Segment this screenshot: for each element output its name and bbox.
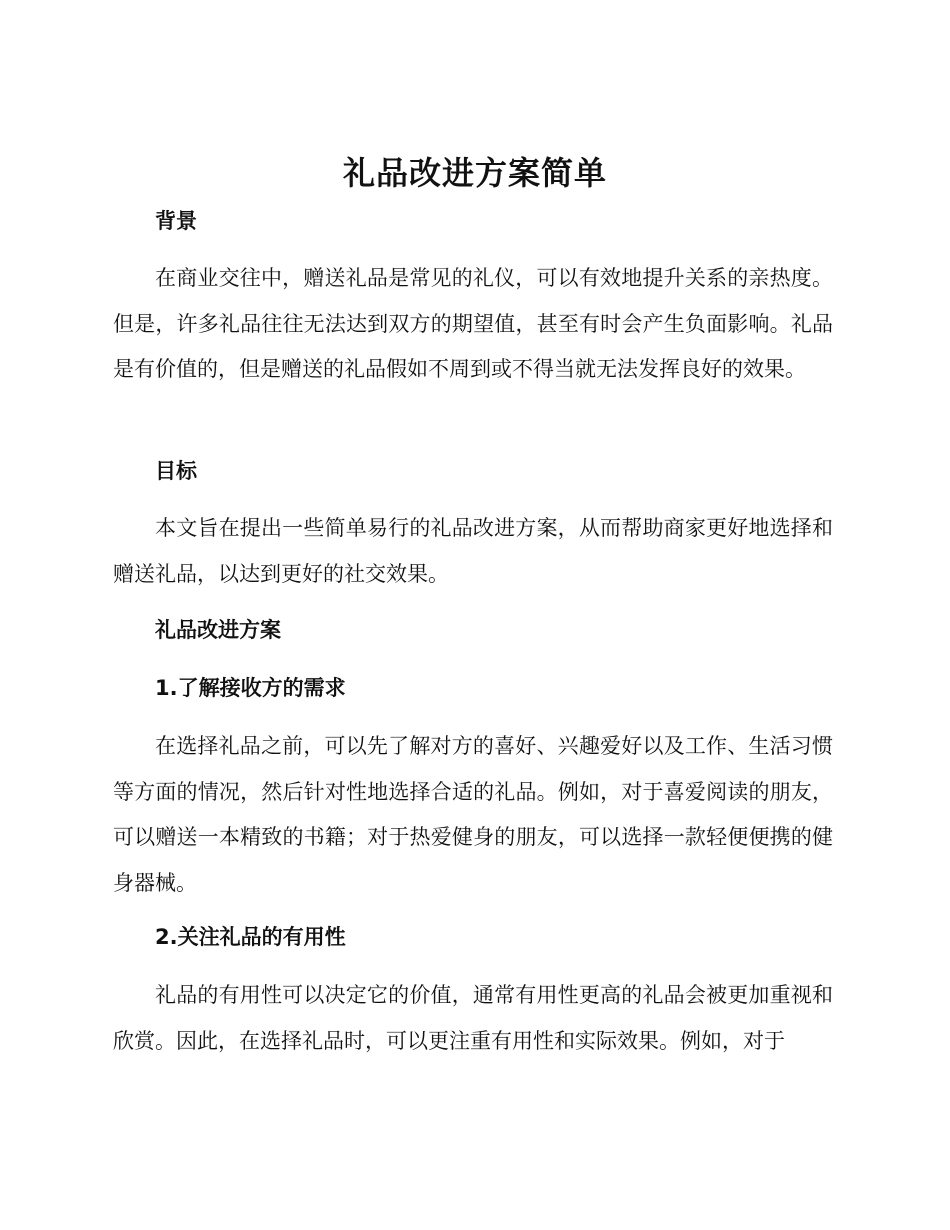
paragraph-step2: 礼品的有用性可以决定它的价值，通常有用性更高的礼品会被更加重视和欣赏。因此，在选择礼品时，可以更注重有用性和实际效果。例如，对于 <box>113 983 833 1053</box>
section-heading-goal: 目标 <box>155 459 197 483</box>
section-heading-plan: 礼品改进方案 <box>155 618 281 642</box>
document-title: 礼品改进方案简单 <box>342 154 607 192</box>
paragraph-goal: 本文旨在提出一些简单易行的礼品改进方案，从而帮助商家更好地选择和赠送礼品，以达到更好的社交效果。 <box>113 516 833 586</box>
paragraph-background: 在商业交往中，赠送礼品是常见的礼仪，可以有效地提升关系的亲热度。但是，许多礼品往往无法达到双方的期望值，甚至有时会产生负面影响。礼品是有价值的，但是赠送的礼品假如不周到或不得当就无法发挥良好的效果。 <box>113 266 833 381</box>
paragraph-step1: 在选择礼品之前，可以先了解对方的喜好、兴趣爱好以及工作、生活习惯等方面的情况，然后针对性地选择合适的礼品。例如，对于喜爱阅读的朋友，可以赠送一本精致的书籍；对于热爱健身的朋友，可以选择一款轻便便携的健身器械。 <box>113 734 833 895</box>
subsection-heading-step2: 2.关注礼品的有用性 <box>155 925 346 949</box>
section-heading-background: 背景 <box>155 209 197 233</box>
subsection-heading-step1: 1.了解接收方的需求 <box>155 676 346 700</box>
